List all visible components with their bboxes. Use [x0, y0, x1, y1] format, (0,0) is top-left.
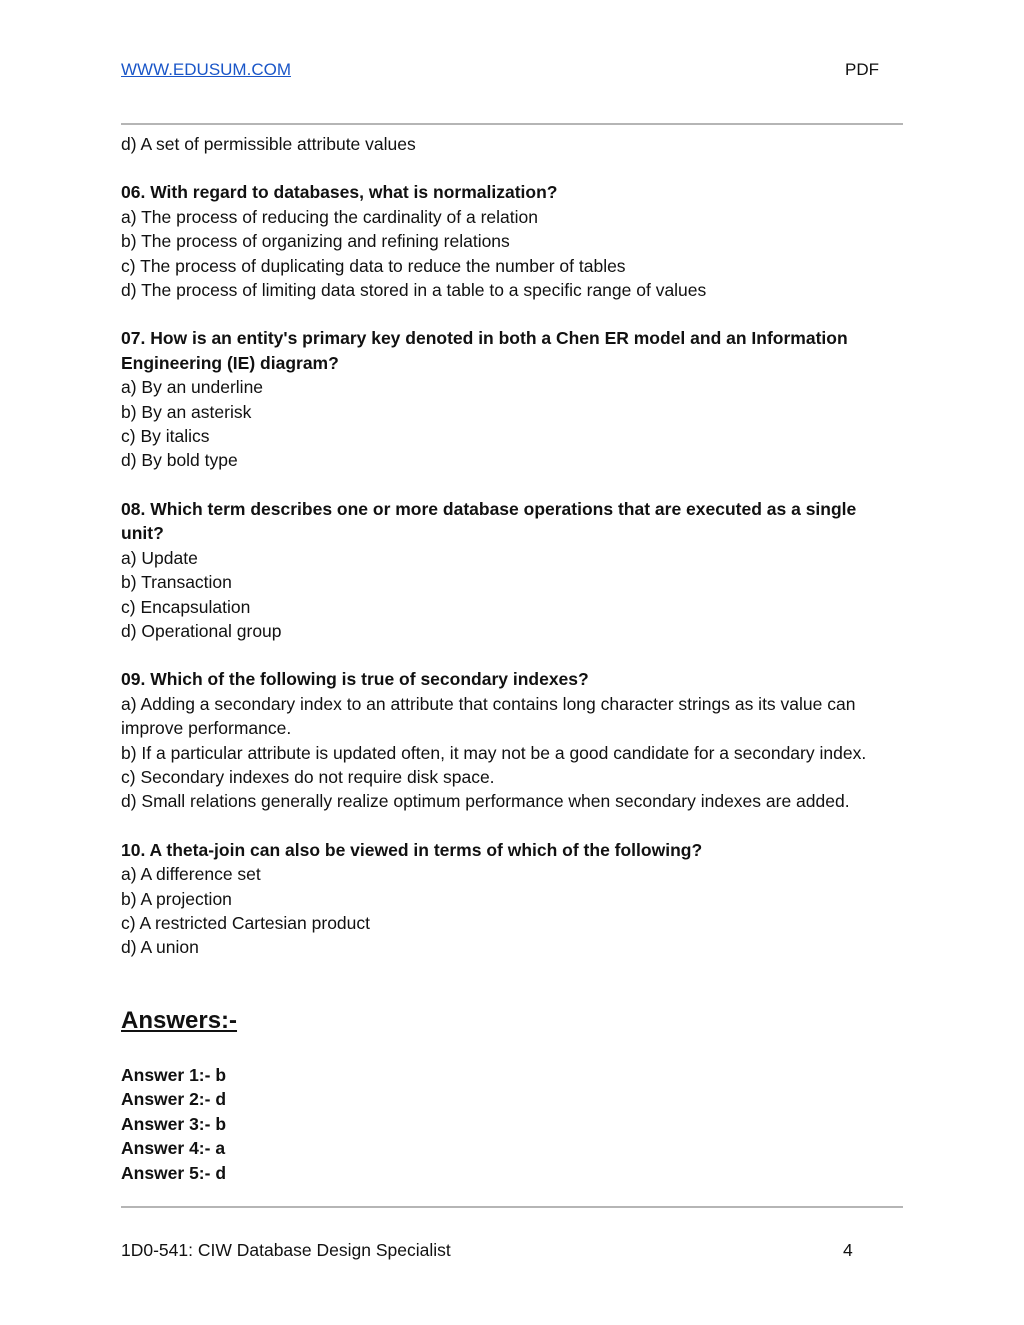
- answer-key-item: Answer 2:- d: [121, 1089, 227, 1110]
- question-content: [121, 132, 903, 960]
- site-link[interactable]: WWW.EDUSUM.COM: [121, 60, 291, 79]
- question-block-07: [121, 326, 903, 472]
- answer-option: c) By italics: [121, 426, 210, 447]
- footer-divider: [121, 1206, 903, 1208]
- answer-option: d) By bold type: [121, 450, 238, 471]
- answer-option: b) Transaction: [121, 572, 232, 593]
- answer-option: b) A projection: [121, 888, 232, 909]
- answer-option: a) Adding a secondary index to an attribute that contains long character strings as its value can improve performance.: [121, 693, 856, 739]
- answer-option: b) If a particular attribute is updated often, it may not be a good candidate for a secondary index.: [121, 742, 867, 763]
- answer-option: a) By an underline: [121, 377, 264, 398]
- answer-key-item: Answer 1:- b: [121, 1065, 227, 1085]
- answer-option: a) Update: [121, 547, 198, 568]
- answer-option: c) A restricted Cartesian product: [121, 912, 370, 933]
- answer-option: c) Secondary indexes do not require disk space.: [121, 766, 495, 787]
- answer-key-item: Answer 4:- a: [121, 1138, 226, 1159]
- question-text: 09. Which of the following is true of secondary indexes?: [121, 669, 589, 690]
- answer-option: b) By an asterisk: [121, 401, 252, 422]
- answer-key-item: Answer 3:- b: [121, 1113, 227, 1134]
- answer-option: a) A difference set: [121, 864, 261, 885]
- carryover-option: d) A set of permissible attribute values: [121, 134, 416, 154]
- page-number: 4: [843, 1240, 853, 1260]
- question-text: 06. With regard to databases, what is normalization?: [121, 182, 558, 203]
- answer-option: d) Operational group: [121, 620, 282, 641]
- question-block-09: [121, 667, 903, 813]
- header-pdf-label: PDF: [845, 60, 879, 79]
- answer-option: a) The process of reducing the cardinality of a relation: [121, 206, 538, 227]
- question-block-08: [121, 497, 903, 643]
- answer-option: d) A union: [121, 937, 199, 958]
- answer-option: c) The process of duplicating data to reduce the number of tables: [121, 255, 626, 276]
- answer-option: c) Encapsulation: [121, 596, 251, 617]
- answer-key-list: [121, 1063, 226, 1185]
- footer-title: 1D0-541: CIW Database Design Specialist: [121, 1240, 451, 1260]
- question-text: 08. Which term describes one or more database operations that are executed as a single unit?: [121, 498, 857, 544]
- answer-option: d) The process of limiting data stored in a table to a specific range of values: [121, 280, 707, 301]
- answers-heading: Answers:-: [121, 1007, 238, 1034]
- question-text: 10. A theta-join can also be viewed in terms of which of the following?: [121, 839, 703, 860]
- header-divider: [121, 123, 903, 125]
- answer-key-item: Answer 5:- d: [121, 1162, 227, 1183]
- question-block-10: [121, 838, 903, 960]
- question-block-06: [121, 180, 903, 302]
- answer-option: d) Small relations generally realize optimum performance when secondary indexes are added.: [121, 791, 850, 812]
- question-text: 07. How is an entity's primary key denoted in both a Chen ER model and an Information Engineering (IE) diagram?: [121, 328, 848, 373]
- answer-option: b) The process of organizing and refining relations: [121, 231, 510, 252]
